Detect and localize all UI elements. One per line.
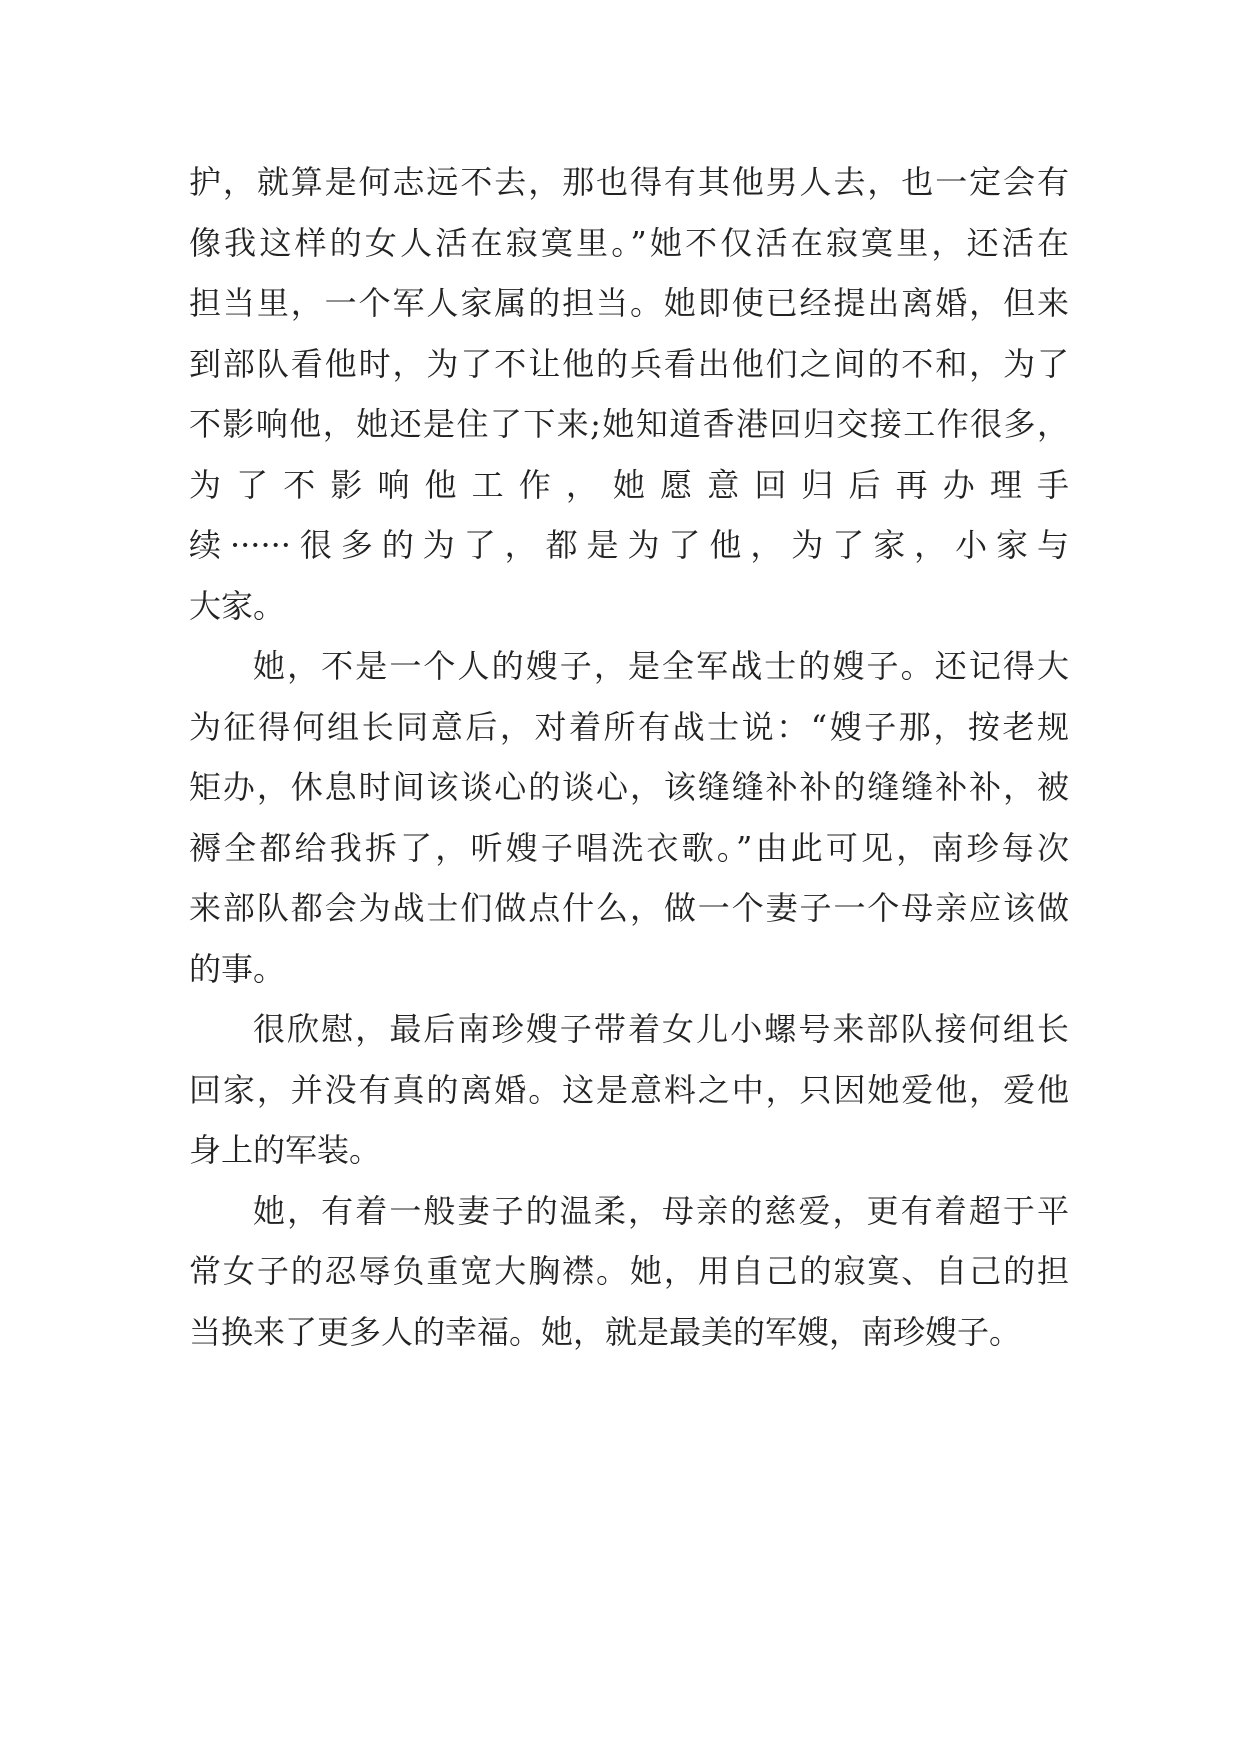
body-text bbox=[189, 152, 1069, 1362]
text-line: 当换来了更多人的幸福。她，就是最美的军嫂，南珍嫂子。 bbox=[189, 1312, 1022, 1351]
text-line: 不影响他，她还是住了下来;她知道香港回归交接工作很多， bbox=[189, 405, 1069, 443]
text-line: 来部队都会为战士们做点什么，做一个妻子一个母亲应该做 bbox=[189, 889, 1069, 927]
text-line: 身上的军装。 bbox=[189, 1131, 382, 1169]
text-line: 为征得何组长同意后，对着所有战士说：“嫂子那，按老规 bbox=[189, 707, 1069, 746]
text-line: 回家，并没有真的离婚。这是意料之中，只因她爱他，爱他 bbox=[189, 1070, 1069, 1109]
text-line: 褥全都给我拆了，听嫂子唱洗衣歌。”由此可见，南珍每次 bbox=[189, 828, 1069, 867]
paragraph-first-line: 她，不是一个人的嫂子，是全军战士的嫂子。还记得大 bbox=[253, 647, 1069, 685]
paragraph-first-line: 她，有着一般妻子的温柔，母亲的慈爱，更有着超于平 bbox=[253, 1191, 1069, 1230]
text-line: 的事。 bbox=[189, 949, 286, 988]
text-line: 大家。 bbox=[189, 586, 286, 625]
text-line: 矩办，休息时间该谈心的谈心，该缝缝补补的缝缝补补，被 bbox=[189, 768, 1069, 806]
text-line: 护，就算是何志远不去，那也得有其他男人去，也一定会有 bbox=[189, 163, 1069, 201]
text-line: 为 了 不 影 响 他 工 作 ， 她 愿 意 回 归 后 再 办 理 手 bbox=[189, 465, 1069, 504]
text-line: 担当里，一个军人家属的担当。她即使已经提出离婚，但来 bbox=[189, 284, 1069, 322]
paragraph-first-line: 很欣慰，最后南珍嫂子带着女儿小螺号来部队接何组长 bbox=[253, 1010, 1069, 1048]
text-line: 续······很多的为了，都是为了他，为了家，小家与 bbox=[189, 526, 1069, 564]
text-line: 到部队看他时，为了不让他的兵看出他们之间的不和，为了 bbox=[189, 344, 1069, 383]
text-line: 常女子的忍辱负重宽大胸襟。她，用自己的寂寞、自己的担 bbox=[189, 1252, 1069, 1290]
text-line: 像我这样的女人活在寂寞里。”她不仅活在寂寞里，还活在 bbox=[189, 223, 1069, 262]
